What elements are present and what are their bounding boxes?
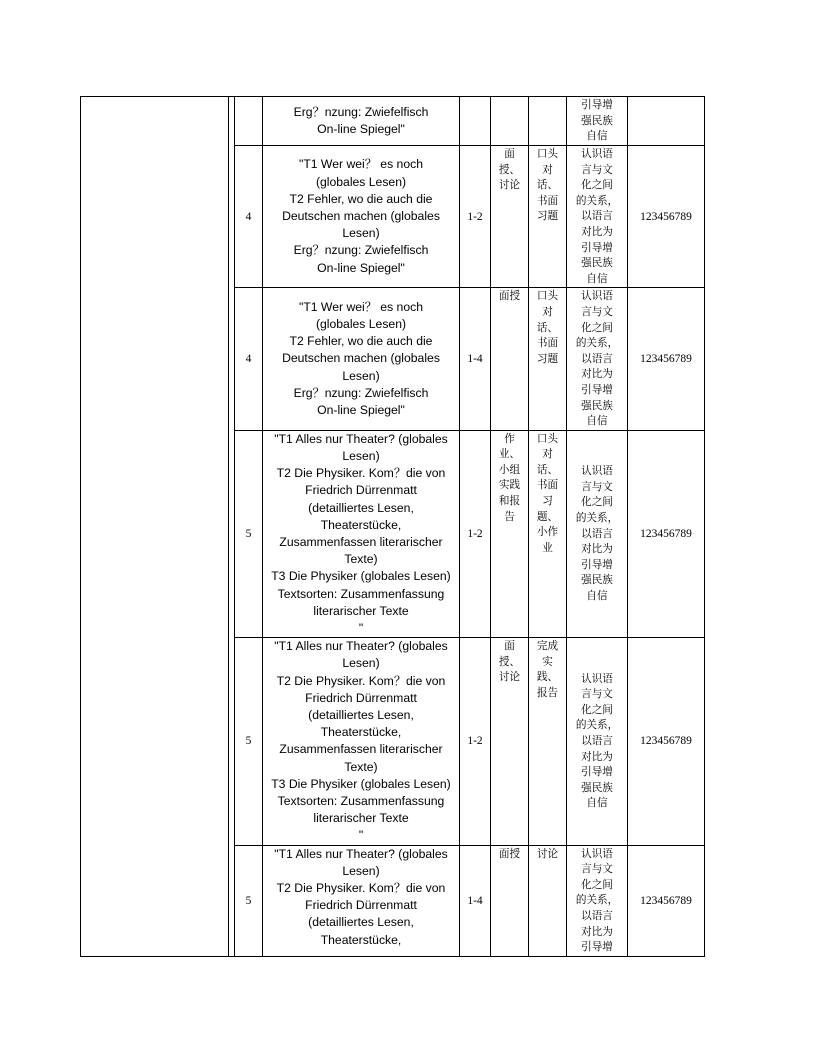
merged-left-cell: [81, 97, 229, 957]
hours-cell: 1-2: [460, 430, 491, 637]
hours-cell: 1-2: [460, 638, 491, 845]
course-schedule-table: [80, 96, 705, 957]
method-cell: 面 授、 讨论: [491, 638, 529, 845]
assessment-cell: [529, 97, 567, 146]
table-row: [81, 97, 705, 146]
assessment-cell: 讨论: [529, 845, 567, 956]
method-cell: 作 业、 小组 实践 和报 告: [491, 430, 529, 637]
ideology-cell: 认识语 言与文 化之间 的关系， 以语言 对比为 引导增 强民族 自信: [567, 430, 628, 637]
content-cell: "T1 Alles nur Theater? (globales Lesen) T2 Die Physiker. Kom？die von Friedrich Dürrenmatt (detailliertes Lesen, Theaterstücke, Zusammenfassen literarischer Texte) T3 Die Physiker (globales Lesen) Textsorten: Zusammenfassung literarischer Texte ": [263, 430, 460, 637]
code-cell: 123456789: [628, 430, 705, 637]
week-cell: 5: [235, 638, 263, 845]
code-cell: 123456789: [628, 638, 705, 845]
week-cell: 4: [235, 146, 263, 288]
assessment-cell: 完成 实 践、 报告: [529, 638, 567, 845]
code-cell: [628, 97, 705, 146]
ideology-cell: 引导增 强民族 自信: [567, 97, 628, 146]
assessment-cell: 口头 对 话、 书面 习 题、 小作 业: [529, 430, 567, 637]
content-cell: Erg？nzung: Zwiefelfisch On-line Spiegel": [263, 97, 460, 146]
method-cell: [491, 97, 529, 146]
method-cell: 面授: [491, 845, 529, 956]
content-cell: "T1 Alles nur Theater? (globales Lesen) T2 Die Physiker. Kom？die von Friedrich Dürrenmatt (detailliertes Lesen, Theaterstücke, Zusammenfassen literarischer Texte) T3 Die Physiker (globales Lesen) Textsorten: Zusammenfassung literarischer Texte ": [263, 638, 460, 845]
week-cell: 4: [235, 288, 263, 430]
hours-cell: 1-4: [460, 288, 491, 430]
week-cell: 5: [235, 430, 263, 637]
code-cell: 123456789: [628, 288, 705, 430]
hours-cell: 1-2: [460, 146, 491, 288]
assessment-cell: 口头 对 话、 书面 习题: [529, 288, 567, 430]
content-cell: "T1 Wer wei？ es noch (globales Lesen) T2 Fehler, wo die auch die Deutschen machen (globales Lesen) Erg？nzung: Zwiefelfisch On-line Spiegel": [263, 288, 460, 430]
ideology-cell: 认识语 言与文 化之间 的关系， 以语言 对比为 引导增 强民族 自信: [567, 288, 628, 430]
week-cell: 5: [235, 845, 263, 956]
hours-cell: [460, 97, 491, 146]
code-cell: 123456789: [628, 845, 705, 956]
method-cell: 面授: [491, 288, 529, 430]
code-cell: 123456789: [628, 146, 705, 288]
ideology-cell: 认识语 言与文 化之间 的关系， 以语言 对比为 引导增 强民族 自信: [567, 146, 628, 288]
method-cell: 面 授、 讨论: [491, 146, 529, 288]
content-cell: "T1 Alles nur Theater? (globales Lesen) T2 Die Physiker. Kom？die von Friedrich Dürrenmatt (detailliertes Lesen, Theaterstücke,: [263, 845, 460, 956]
ideology-cell: 认识语 言与文 化之间 的关系， 以语言 对比为 引导增 强民族 自信: [567, 638, 628, 845]
assessment-cell: 口头 对 话、 书面 习题: [529, 146, 567, 288]
hours-cell: 1-4: [460, 845, 491, 956]
content-cell: "T1 Wer wei？ es noch (globales Lesen) T2 Fehler, wo die auch die Deutschen machen (globales Lesen) Erg？nzung: Zwiefelfisch On-line Spiegel": [263, 146, 460, 288]
ideology-cell: 认识语 言与文 化之间 的关系， 以语言 对比为 引导增: [567, 845, 628, 956]
week-cell: [235, 97, 263, 146]
